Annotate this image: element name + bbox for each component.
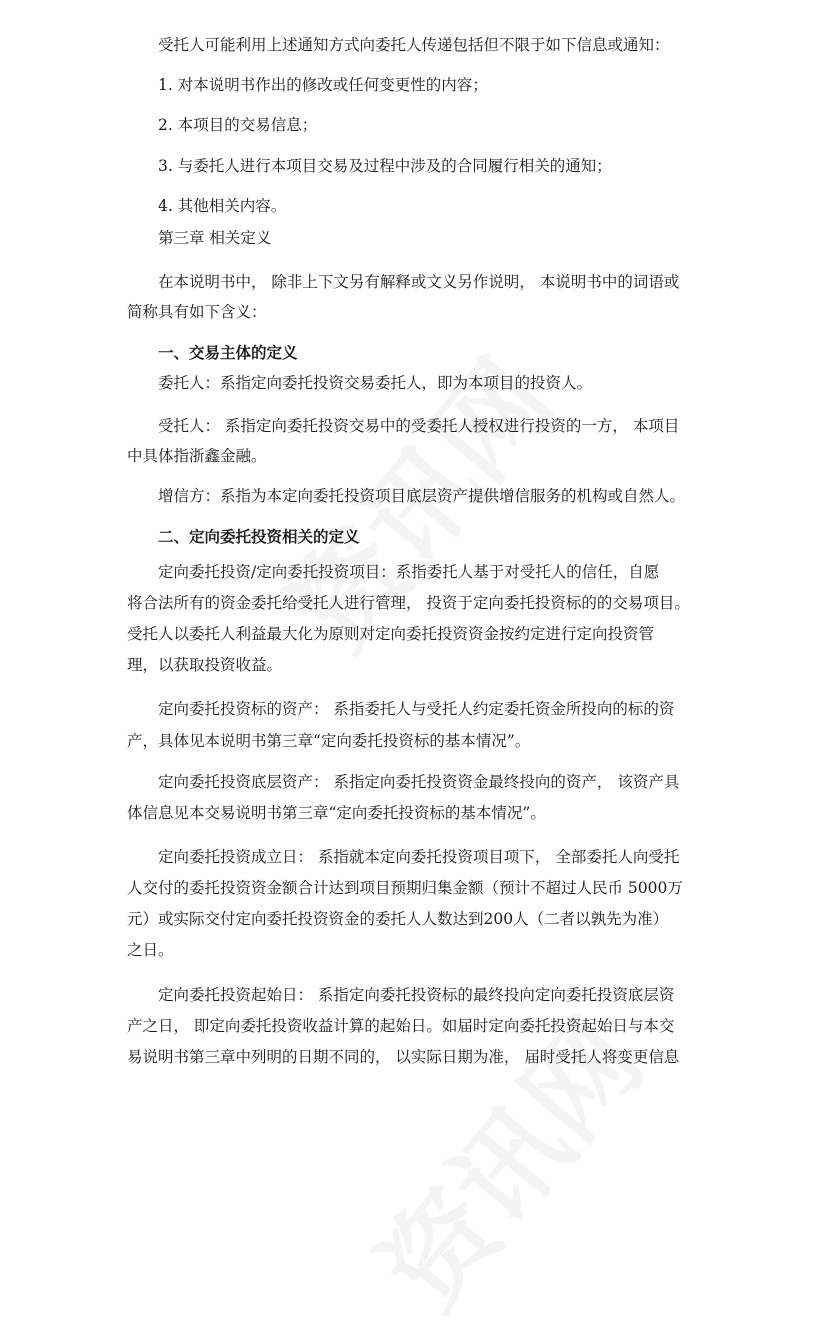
preamble-text: 在本说明书中， 除非上下文另有解释或文义另作说明， 本说明书中的词语或 (158, 273, 680, 291)
list-item: 3. 与委托人进行本项目交易及过程中涉及的合同履行相关的通知； (158, 157, 612, 175)
definition-paragraph: 增信方：系指为本定向委托投资项目底层资产提供增信服务的机构或自然人。 (158, 487, 686, 505)
definition-paragraph: 委托人：系指定向委托投资交易委托人，即为本项目的投资人。 (158, 374, 593, 392)
definition-paragraph: 定向委托投资起始日： 系指定向委托投资标的最终投向定向委托投资底层资 (158, 986, 675, 1004)
definition-paragraph: 定向委托投资标的资产： 系指委托人与受托人约定委托资金所投向的标的资 (158, 700, 675, 718)
list-item: 1. 对本说明书作出的修改或任何变更性的内容； (158, 76, 488, 94)
definition-paragraph: 受托人： 系指定向委托投资交易中的受委托人授权进行投资的一方， 本项目 (158, 417, 680, 435)
definition-paragraph: 产之日， 即定向委托投资收益计算的起始日。如届时定向委托投资起始日与本交 (127, 1017, 675, 1035)
definition-paragraph: 定向委托投资/定向委托投资项目：系指委托人基于对受托人的信任，自愿 (158, 563, 660, 581)
definition-paragraph: 之日。 (127, 941, 174, 959)
section-heading: 一、交易主体的定义 (158, 343, 298, 362)
definition-paragraph: 元）或实际交付定向委托投资资金的委托人人数达到200人（二者以孰先为准） (127, 910, 669, 928)
list-item: 4. 其他相关内容。 (158, 197, 287, 215)
definition-paragraph: 受托人以委托人利益最大化为原则对定向委托投资资金按约定进行定向投资管 (127, 625, 655, 643)
definition-paragraph: 易说明书第三章中列明的日期不同的， 以实际日期为准， 届时受托人将变更信息 (127, 1048, 680, 1066)
definition-paragraph: 产，具体见本说明书第三章“定向委托投资标的基本情况”。 (127, 732, 531, 750)
definition-paragraph: 理，以获取投资收益。 (127, 656, 283, 674)
definition-paragraph: 中具体指浙鑫金融。 (127, 447, 267, 465)
section-heading: 二、定向委托投资相关的定义 (158, 527, 360, 546)
definition-paragraph: 将合法所有的资金委托给受托人进行管理， 投资于定向委托投资标的的交易项目。 (127, 594, 690, 612)
preamble-text: 简称具有如下含义： (127, 303, 267, 321)
definition-paragraph: 定向委托投资成立日： 系指就本定向委托投资项目项下， 全部委托人向受托 (158, 848, 680, 866)
intro-text: 受托人可能利用上述通知方式向委托人传递包括但不限于如下信息或通知： (158, 36, 670, 54)
chapter-title: 第三章 相关定义 (158, 229, 272, 247)
list-item: 2. 本项目的交易信息； (158, 116, 318, 134)
definition-paragraph: 定向委托投资底层资产： 系指定向委托投资资金最终投向的资产， 该资产具 (158, 773, 680, 791)
definition-paragraph: 体信息见本交易说明书第三章“定向委托投资标的基本情况”。 (127, 804, 546, 822)
definition-paragraph: 人交付的委托投资资金额合计达到项目预期归集金额（预计不超过人民币 5000万 (127, 879, 683, 897)
